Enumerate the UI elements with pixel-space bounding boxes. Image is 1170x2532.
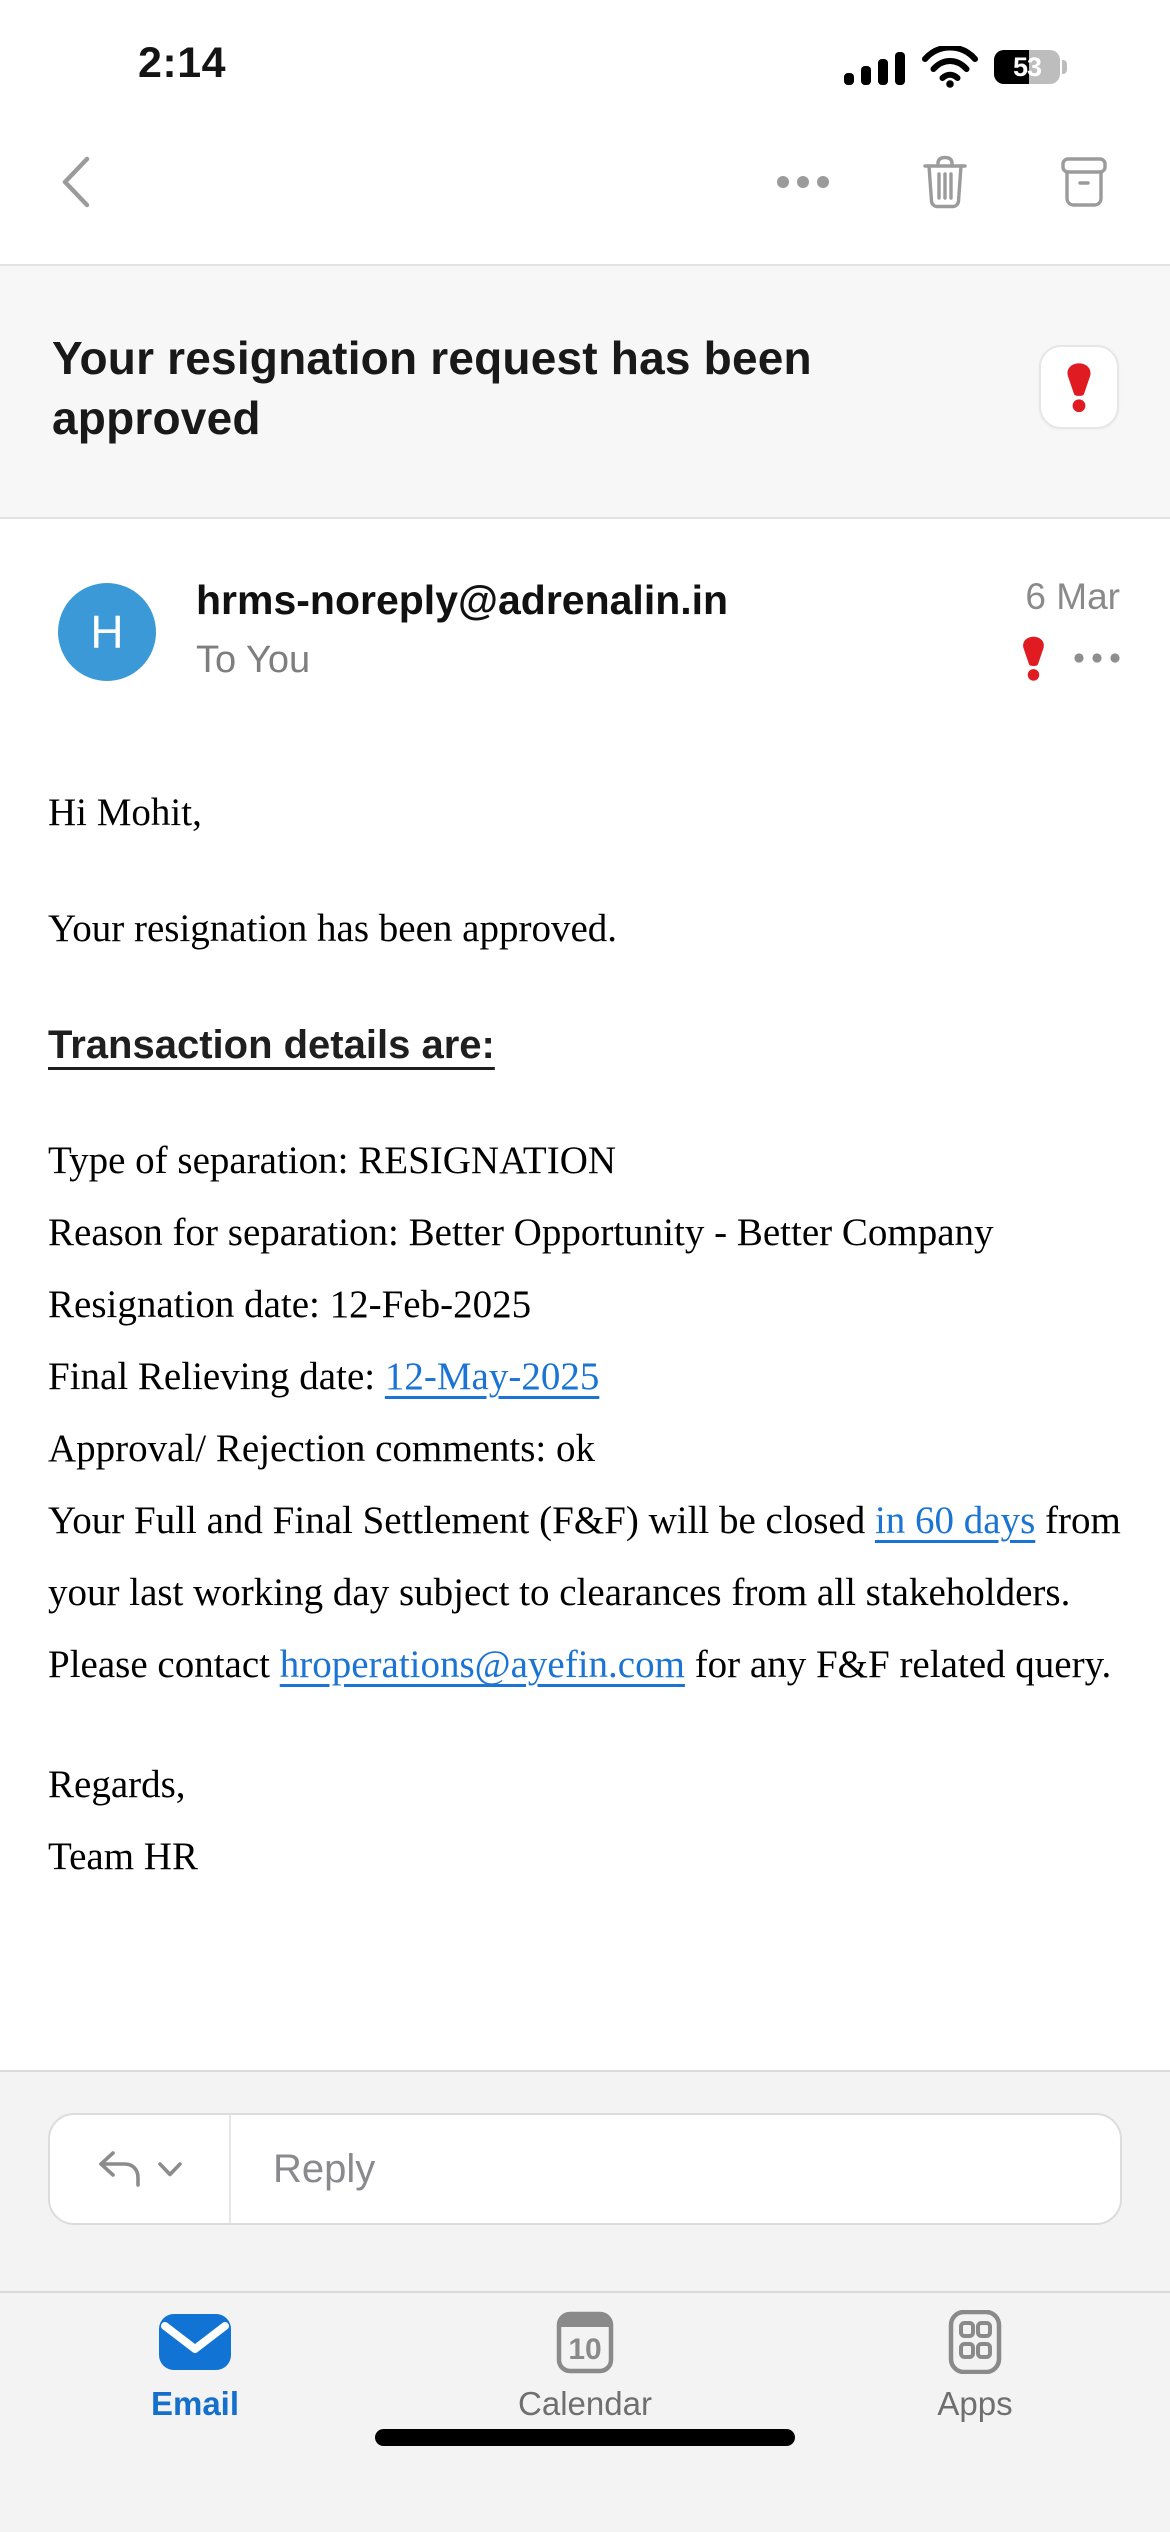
tab-bar [0,2309,1170,2423]
reply-arrow-icon [97,2150,143,2188]
signature-block [48,1749,1122,1893]
hr-email-link[interactable]: hroperations@ayefin.com [279,1643,685,1686]
fnf-60days-link[interactable]: in 60 days [874,1499,1036,1542]
sender-avatar[interactable] [58,583,156,681]
detail-comments: Approval/ Rejection comments: ok [48,1427,595,1470]
status-bar [0,0,1170,100]
battery-percent: 53 [1012,51,1042,82]
email-tab-icon [158,2309,232,2375]
reply-placeholder: Reply [273,2146,376,2191]
intro-line: Your resignation has been approved. [48,907,618,950]
calendar-tab-icon [556,2309,614,2375]
message-more-button[interactable] [1074,653,1120,663]
red-exclamation-icon [1065,362,1093,412]
more-options-button[interactable] [775,175,831,189]
detail-resignation-date: Resignation date: 12-Feb-2025 [48,1283,532,1326]
tab-apps[interactable] [780,2309,1170,2423]
archive-button[interactable] [1059,154,1109,210]
importance-badge [1039,345,1119,429]
home-indicator[interactable] [375,2429,795,2446]
details-heading: Transaction details are: [48,1023,495,1067]
reply-input[interactable] [231,2115,1120,2223]
greeting: Hi Mohit, [48,791,202,834]
recipient-line[interactable]: To You [196,639,311,681]
battery-icon [994,50,1067,84]
message-header [0,519,1170,758]
email-body [0,758,1170,2070]
archive-icon [1059,154,1109,210]
cellular-signal-icon [844,47,906,87]
avatar-initial: H [90,606,124,658]
sender-address: hrms-noreply@adrenalin.in [196,577,729,623]
reply-options-chevron-icon[interactable] [157,2161,183,2178]
back-button[interactable] [56,155,94,209]
apps-tab-icon [947,2309,1003,2375]
tab-calendar[interactable] [390,2309,780,2423]
email-subject: Your resignation request has been approved [52,332,812,444]
tab-email[interactable] [0,2309,390,2423]
trash-icon [920,154,970,210]
detail-reason: Reason for separation: Better Opportunity - Better Company [48,1211,994,1254]
regards-line: Regards, [48,1763,186,1806]
reply-bar [48,2113,1122,2225]
reply-action-button[interactable] [50,2115,231,2223]
tab-bar-divider [0,2291,1170,2293]
message-date: 6 Mar [1025,576,1120,617]
svg-text:10: 10 [568,2333,602,2366]
detail-type-of-separation: Type of separation: RESIGNATION [48,1139,617,1182]
ellipsis-icon [775,175,831,189]
chevron-left-icon [56,155,94,209]
delete-button[interactable] [920,154,970,210]
footer [0,2070,1170,2532]
tab-email-label: Email [150,2385,240,2422]
transaction-details [48,1125,1122,1485]
wifi-icon [922,46,978,88]
importance-icon [1021,635,1046,681]
subject-band [0,266,1170,519]
tab-calendar-label: Calendar [518,2385,652,2422]
relieving-date-link[interactable]: 12-May-2025 [384,1355,600,1398]
detail-relieving-date: Final Relieving date: 12-May-2025 [48,1355,600,1398]
clock-time: 2:14 [138,39,227,87]
nav-bar [0,100,1170,266]
signature-line: Team HR [48,1835,198,1878]
fnf-paragraph: Your Full and Final Settlement (F&F) will be closed in 60 days from your last working day subject to clearances from all stakeholders. Please contact hroperations@ayefin.com for any F&F related query. [48,1499,1121,1686]
tab-apps-label: Apps [937,2385,1013,2422]
